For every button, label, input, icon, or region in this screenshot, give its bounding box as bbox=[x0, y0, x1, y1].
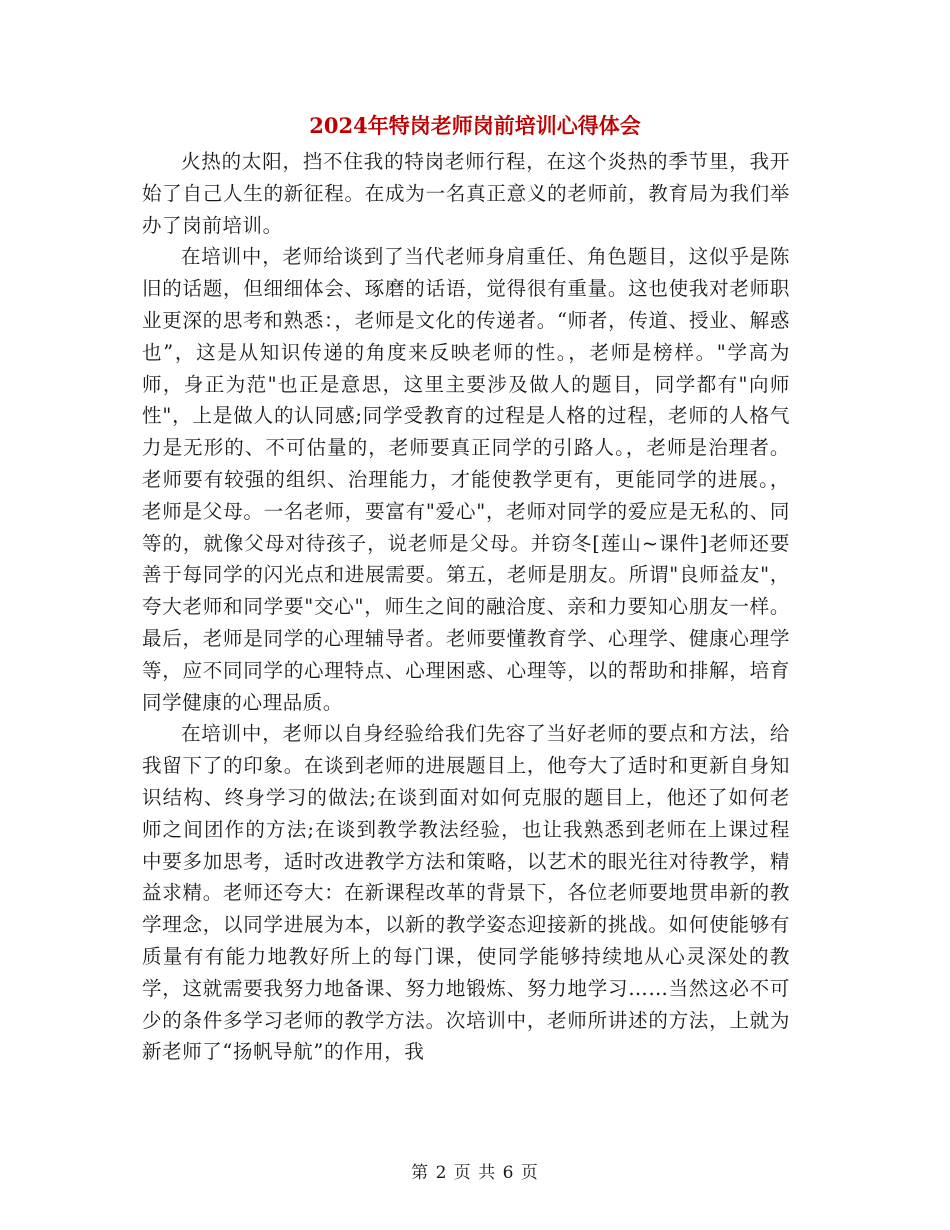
paragraph: 火热的太阳，挡不住我的特岗老师行程，在这个炎热的季节里，我开始了自己人生的新征程。在成为一名真正意义的老师前，教育局为我们举办了岗前培训。 bbox=[142, 150, 790, 237]
document-body bbox=[142, 146, 790, 1068]
document-title: 2024年特岗老师岗前培训心得体会 bbox=[309, 113, 641, 138]
paragraph: 在培训中，老师给谈到了当代老师身肩重任、角色题目，这似乎是陈旧的话题，但细细体会、琢磨的话语，觉得很有重量。这也使我对老师职业更深的思考和熟悉：，老师是文化的传递者。“师者，传道、授业、解惑也”，这是从知识传递的角度来反映老师的性。，老师是榜样。"学高为师，身正为范"也正是意思，这里主要涉及做人的题目，同学都有"向师性"，上是做人的认同感;同学受教育的过程是人格的过程，老师的人格气力是无形的、不可估量的，老师要真正同学的引路人。，老师是治理者。老师要有较强的组织、治理能力，才能使教学更有，更能同学的进展。，老师是父母。一名老师，要富有"爱心"，老师对同学的爱应是无私的、同等的，就像父母对待孩子，说老师是父母。并窃冬[莲山~课件]老师还要善于每同学的闪光点和进展需要。第五，老师是朋友。所谓"良师益友"，夸大老师和同学要"交心"，师生之间的融洽度、亲和力要知心朋友一样。最后，老师是同学的心理辅导者。老师要懂教育学、心理学、健康心理学等，应不同同学的心理特点、心理困惑、心理等，以的帮助和排解，培育同学健康的心理品质。 bbox=[142, 245, 790, 714]
paragraph: 在培训中，老师以自身经验给我们先容了当好老师的要点和方法，给我留下了的印象。在谈到老师的进展题目上，他夸大了适时和更新自身知识结构、终身学习的做法;在谈到面对如何克服的题目上，他还了如何老师之间团作的方法;在谈到教学教法经验，也让我熟悉到老师在上课过程中要多加思考，适时改进教学方法和策略，以艺术的眼光往对待教学，精益求精。老师还夸大：在新课程改革的背景下，各位老师要地贯串新的教学理念，以同学进展为本，以新的教学姿态迎接新的挑战。如何使能够有质量有有能力地教好所上的每门课，使同学能够持续地从心灵深处的教学，这就需要我努力地备课、努力地锻炼、努力地学习……当然这必不可少的条件多学习老师的教学方法。次培训中，老师所讲述的方法，上就为新老师了“扬帆导航”的作用，我 bbox=[142, 722, 790, 1064]
page-number-footer: 第 2 页 共 6 页 bbox=[411, 1163, 539, 1183]
